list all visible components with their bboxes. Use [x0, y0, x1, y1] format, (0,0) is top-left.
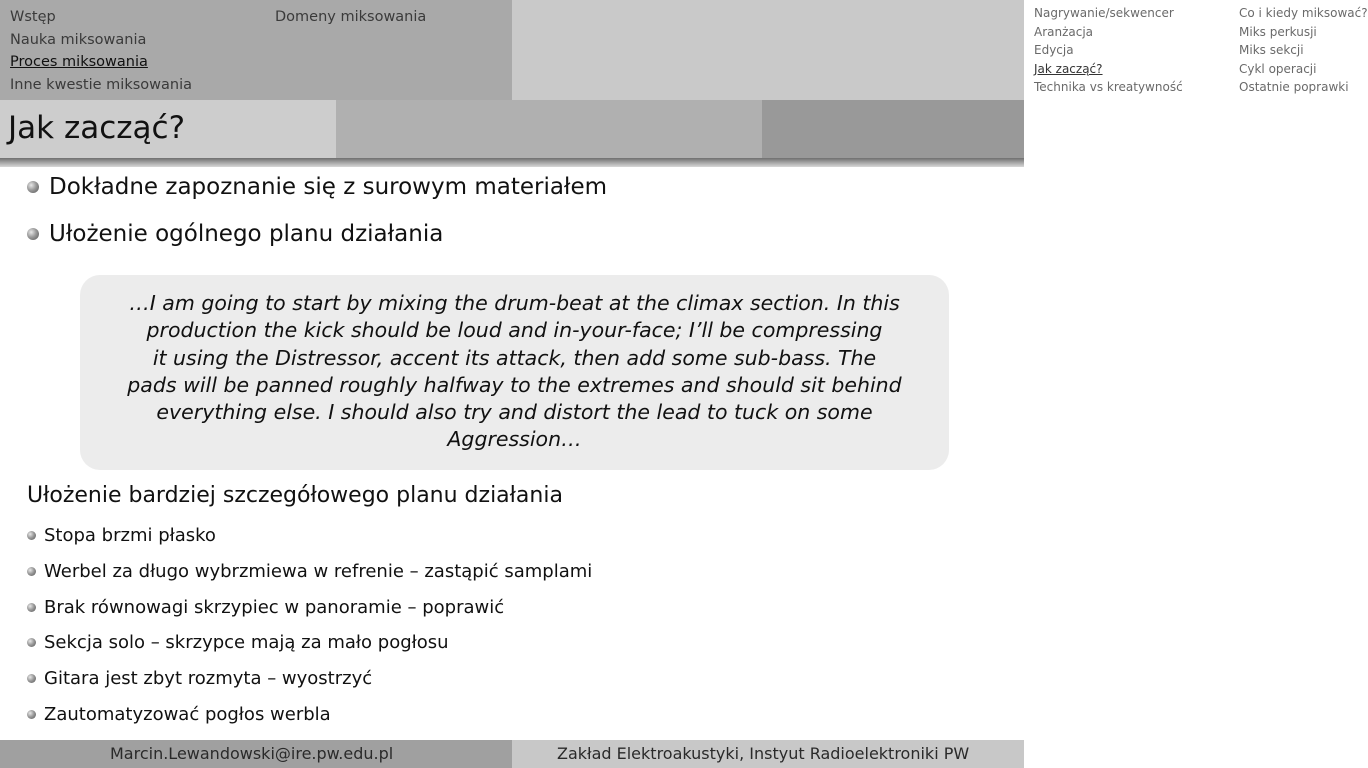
- footer-institution: Zakład Elektroakustyki, Instyut Radioelektroniki PW: [557, 744, 970, 763]
- nav-section-proces[interactable]: Proces miksowania: [10, 54, 148, 70]
- detail-bullet-item: [27, 668, 372, 689]
- detail-bullet-text: Stopa brzmi płasko: [44, 525, 216, 546]
- bullet-text: Ułożenie ogólnego planu działania: [49, 221, 444, 247]
- title-bar-segment: [762, 100, 1024, 158]
- nav-item-jak-zaczac[interactable]: Jak zacząć?: [1034, 61, 1103, 76]
- slide-title: Jak zacząć?: [8, 110, 186, 146]
- bullet-dot-icon: [27, 710, 36, 719]
- bullet-item: [27, 174, 607, 200]
- detail-bullet-item: [27, 561, 592, 582]
- nav-item-technika[interactable]: Technika vs kreatywność: [1034, 80, 1183, 94]
- quote-line: production the kick should be loud and in-your-face; I’ll be compressing: [146, 318, 883, 343]
- bullet-dot-icon: [27, 567, 36, 576]
- quote-text: [90, 290, 939, 454]
- nav-right-panel: [512, 0, 1368, 100]
- footer-left: [0, 740, 512, 768]
- detail-bullet-item: [27, 525, 216, 546]
- detail-bullet-item: [27, 632, 449, 653]
- nav-item-nagrywanie[interactable]: Nagrywanie/sekwencer: [1034, 6, 1174, 20]
- nav-subsection-column-1: [1034, 4, 1183, 97]
- bullet-text: Dokładne zapoznanie się z surowym materiałem: [49, 174, 608, 200]
- quote-line: it using the Distressor, accent its attack, then add some sub-bass. The: [152, 345, 877, 370]
- bullet-dot-icon: [27, 674, 36, 683]
- nav-item-aranzacja[interactable]: Aranżacja: [1034, 24, 1094, 39]
- nav-sections: [10, 6, 192, 96]
- nav-section-inne[interactable]: Inne kwestie miksowania: [10, 76, 192, 93]
- detail-bullet-text: Werbel za długo wybrzmiewa w refrenie – zastąpić samplami: [44, 561, 593, 582]
- detail-bullet-item: [27, 597, 504, 618]
- nav-section-nauka[interactable]: Nauka miksowania: [10, 31, 147, 48]
- detailed-plan-heading: Ułożenie bardziej szczegółowego planu działania: [27, 483, 563, 508]
- title-bar-segment: [336, 100, 762, 158]
- nav-item-edycja[interactable]: Edycja: [1034, 43, 1074, 57]
- nav-item-miks-sekcji[interactable]: Miks sekcji: [1239, 43, 1304, 57]
- quote-line: Aggression…: [447, 427, 582, 452]
- nav-section-wstep[interactable]: Wstęp: [10, 9, 56, 25]
- detail-bullet-text: Sekcja solo – skrzypce mają za mało pogłosu: [44, 632, 449, 653]
- nav-domain-link[interactable]: Domeny miksowania: [275, 9, 427, 25]
- nav-subsection-column-2: [1239, 4, 1368, 97]
- nav-left-panel: [0, 0, 512, 100]
- title-shadow-divider: [0, 158, 1024, 167]
- bullet-item: [27, 221, 443, 247]
- bullet-dot-icon: [27, 531, 36, 540]
- footer-right: [512, 740, 1024, 768]
- quote-line: everything else. I should also try and distort the lead to tuck on some: [156, 400, 873, 425]
- nav-item-co-i-kiedy[interactable]: Co i kiedy miksować?: [1239, 6, 1368, 20]
- bullet-dot-icon: [27, 228, 39, 240]
- bullet-dot-icon: [27, 181, 39, 193]
- detail-bullet-text: Gitara jest zbyt rozmyta – wyostrzyć: [44, 668, 373, 689]
- bullet-dot-icon: [27, 603, 36, 612]
- bullet-dot-icon: [27, 638, 36, 647]
- footer-email: Marcin.Lewandowski@ire.pw.edu.pl: [110, 744, 394, 763]
- quote-line: …I am going to start by mixing the drum-beat at the climax section. In this: [129, 291, 900, 315]
- detail-bullet-item: [27, 704, 331, 725]
- nav-item-ostatnie-poprawki[interactable]: Ostatnie poprawki: [1239, 80, 1349, 94]
- quote-line: pads will be panned roughly halfway to the extremes and should sit behind: [127, 372, 902, 397]
- detail-bullet-text: Brak równowagi skrzypiec w panoramie – poprawić: [44, 597, 505, 618]
- navigation-header: [0, 0, 1368, 100]
- nav-item-miks-perkusji[interactable]: Miks perkusji: [1239, 24, 1317, 39]
- nav-item-cykl-operacji[interactable]: Cykl operacji: [1239, 61, 1317, 76]
- detail-bullet-text: Zautomatyzować pogłos werbla: [44, 704, 331, 725]
